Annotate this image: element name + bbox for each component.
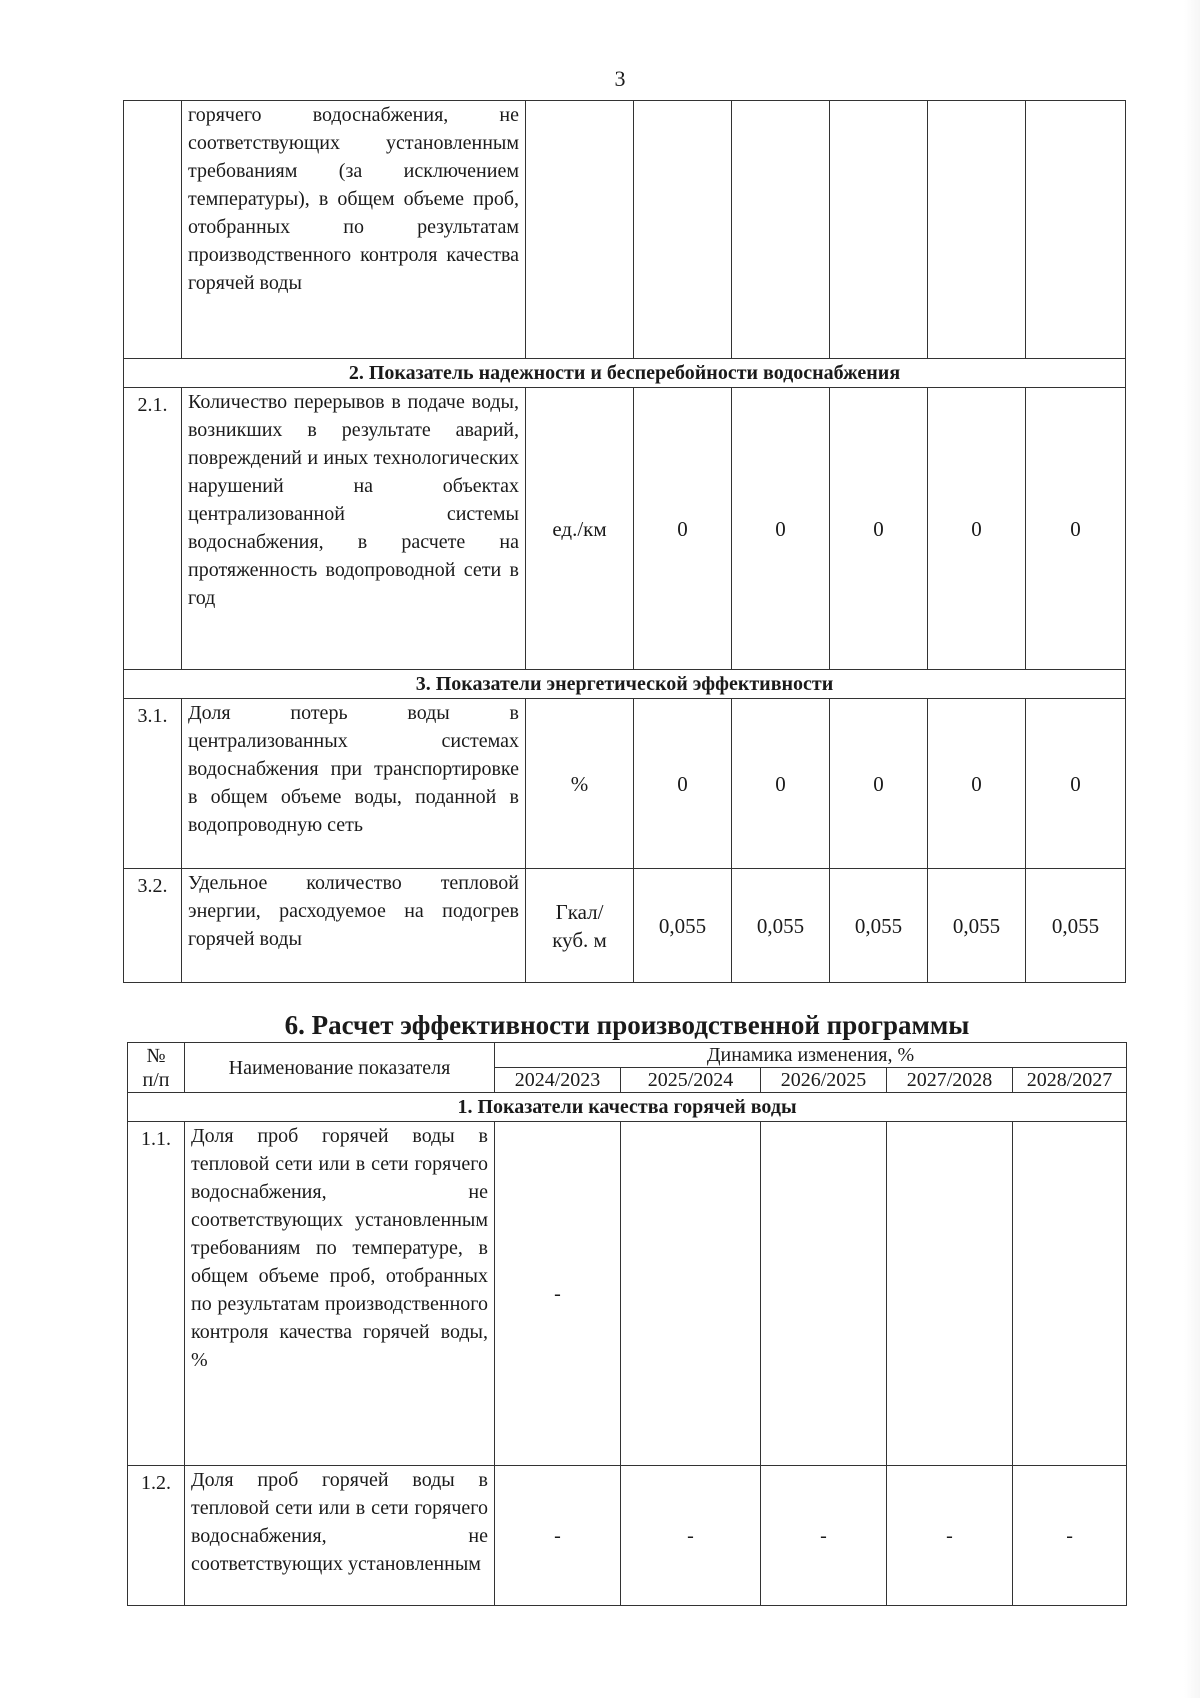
row-number — [124, 101, 182, 359]
value-cell: 0 — [732, 388, 830, 670]
indicator-name: Количество перерывов в подаче воды, возникших в результате аварий, повреждений и иных технологических нарушений на объектах централизованной системы водоснабжения, в расчете на протяженность водопроводной сети в год — [182, 388, 526, 670]
value-cell: 0,055 — [928, 869, 1026, 983]
header-num — [128, 1043, 185, 1093]
row-number: 2.1. — [124, 388, 182, 670]
value-cell: 0 — [830, 388, 928, 670]
table-row — [124, 388, 1126, 670]
unit-cell: ед./км — [526, 388, 634, 670]
value-cell: - — [761, 1466, 887, 1606]
indicator-name: горячего водоснабжения, не соответствующих установленным требованиям (за исключением температуры), в общем объеме проб, отобранных по результатам производственного контроля качества горячей воды — [182, 101, 526, 359]
header-name: Наименование показателя — [185, 1043, 495, 1093]
value-cell: - — [621, 1466, 761, 1606]
section-title: 1. Показатели качества горячей воды — [128, 1093, 1127, 1122]
row-number: 3.2. — [124, 869, 182, 983]
header-row — [128, 1043, 1127, 1068]
section-title: 3. Показатели энергетической эффективности — [124, 670, 1126, 699]
indicator-name: Удельное количество тепловой энергии, расходуемое на подогрев горячей воды — [182, 869, 526, 983]
section-header-row — [124, 359, 1126, 388]
header-year: 2026/2025 — [761, 1068, 887, 1093]
table-row — [124, 699, 1126, 869]
row-number: 3.1. — [124, 699, 182, 869]
table-row — [124, 869, 1126, 983]
unit-line: куб. м — [552, 927, 607, 952]
value-cell: - — [495, 1122, 621, 1466]
header-year: 2025/2024 — [621, 1068, 761, 1093]
value-cell: 0 — [1026, 699, 1126, 869]
value-cell: - — [887, 1466, 1013, 1606]
section-title: 2. Показатель надежности и бесперебойности водоснабжения — [124, 359, 1126, 388]
efficiency-table — [127, 1042, 1127, 1606]
value-cell: 0 — [830, 699, 928, 869]
value-cell: 0 — [1026, 388, 1126, 670]
header-num-line: № — [146, 1044, 166, 1067]
indicator-name: Доля потерь воды в централизованных системах водоснабжения при транспортировке в общем объеме воды, поданной в водопроводную сеть — [182, 699, 526, 869]
value-cell: 0 — [928, 699, 1026, 869]
value-cell: 0 — [634, 388, 732, 670]
unit-cell: % — [526, 699, 634, 869]
section-heading: 6. Расчет эффективности производственной программы — [284, 1010, 970, 1040]
row-number: 1.2. — [128, 1466, 185, 1606]
header-dynamics: Динамика изменения, % — [495, 1043, 1127, 1068]
header-num-line: п/п — [142, 1068, 170, 1091]
page-number: 3 — [614, 66, 626, 91]
section-header-row — [124, 670, 1126, 699]
table-row — [128, 1466, 1127, 1606]
header-year: 2028/2027 — [1013, 1068, 1127, 1093]
header-year: 2027/2028 — [887, 1068, 1013, 1093]
value-cell: 0,055 — [634, 869, 732, 983]
value-cell: - — [1013, 1466, 1127, 1606]
table-row — [128, 1122, 1127, 1466]
section-header-row — [128, 1093, 1127, 1122]
indicators-table — [123, 100, 1126, 983]
value-cell: 0,055 — [732, 869, 830, 983]
unit-cell — [526, 869, 634, 983]
table-row — [124, 101, 1126, 359]
indicator-name: Доля проб горячей воды в тепловой сети или в сети горячего водоснабжения, не соответствующих установленным требованиям по температуре, в общем объеме проб, отобранных по результатам производственного контроля качества горячей воды, % — [185, 1122, 495, 1466]
unit-line: Гкал/ — [555, 899, 604, 924]
value-cell: 0 — [928, 388, 1026, 670]
value-cell: 0 — [732, 699, 830, 869]
row-number: 1.1. — [128, 1122, 185, 1466]
value-cell: 0 — [634, 699, 732, 869]
header-year: 2024/2023 — [495, 1068, 621, 1093]
scan-edge — [1184, 0, 1200, 1698]
value-cell: 0,055 — [1026, 869, 1126, 983]
indicator-name: Доля проб горячей воды в тепловой сети или в сети горячего водоснабжения, не соответствующих установленным — [185, 1466, 495, 1606]
value-cell: - — [495, 1466, 621, 1606]
value-cell: 0,055 — [830, 869, 928, 983]
